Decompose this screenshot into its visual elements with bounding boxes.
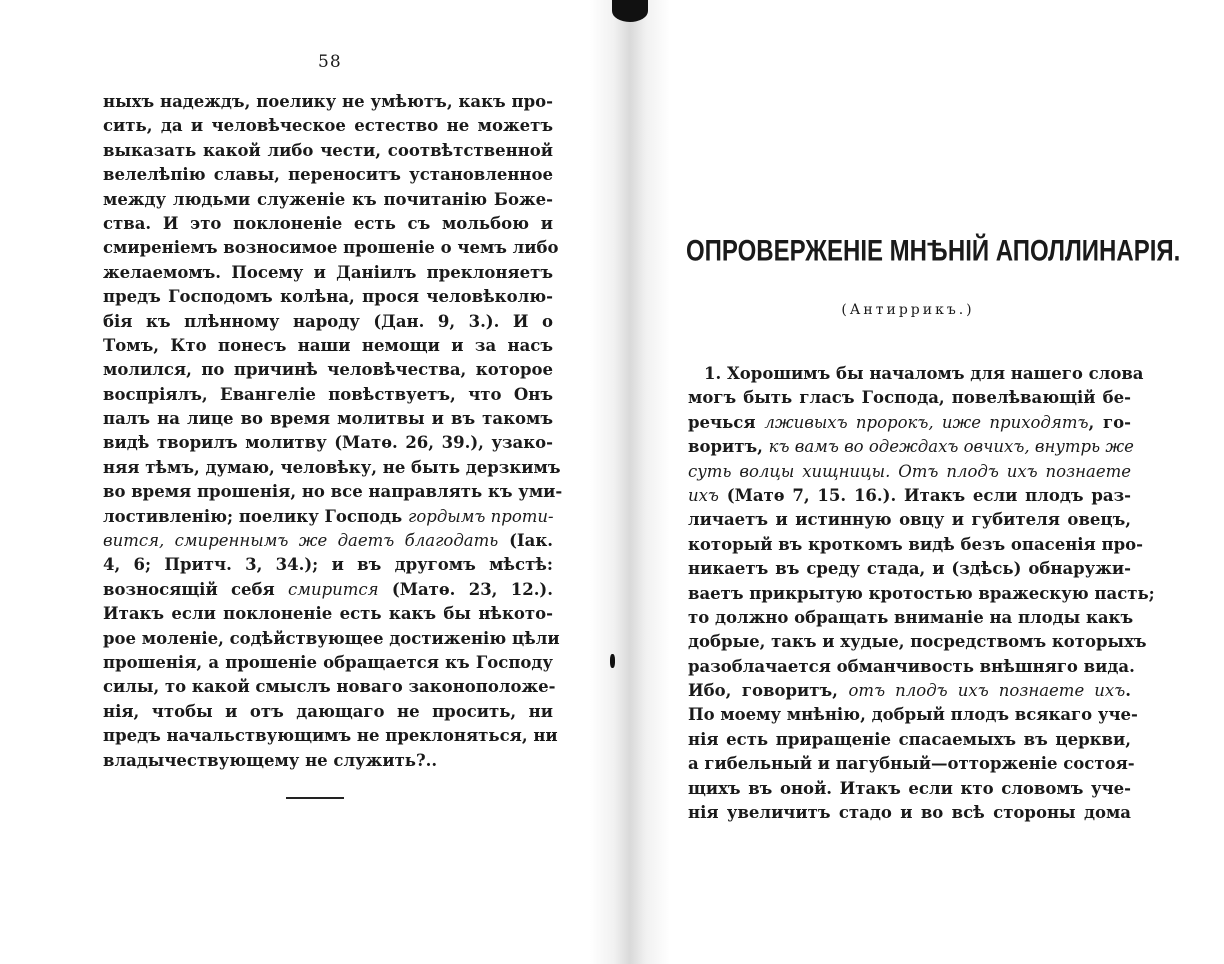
text-line: предъ Господомъ колѣна, прося человѣколю- bbox=[103, 287, 553, 307]
text-line: Ибо, говоритъ, отъ плодъ ихъ познаете ихъ. bbox=[688, 681, 1131, 701]
text-line: По моему мнѣнію, добрый плодъ всякаго уче- bbox=[688, 705, 1138, 725]
text-line: выказать какой либо чести, соотвѣтственной bbox=[103, 140, 553, 160]
text-line: сить, да и человѣческое естество не можетъ bbox=[103, 116, 553, 136]
text-line: смиреніемъ возносимое прошеніе о чемъ либо bbox=[103, 238, 559, 258]
text-line: вится, смиреннымъ же даетъ благодать (Іак. bbox=[103, 531, 553, 551]
text-line: личаетъ и истинную овцу и губителя овецъ, bbox=[688, 510, 1131, 530]
text-line: прошенія, а прошеніе обращается къ Господу bbox=[103, 652, 553, 672]
text-line: разоблачается обманчивость внѣшняго вида. bbox=[688, 656, 1135, 676]
text-line: который въ кроткомъ видѣ безъ опасенія про- bbox=[688, 534, 1143, 554]
text-line: видѣ творилъ молитву (Матѳ. 26, 39.), узако- bbox=[103, 433, 553, 453]
text-line: желаемомъ. Посему и Даніилъ преклоняетъ bbox=[103, 262, 553, 282]
text-line: воспріялъ, Евангеліе повѣствуетъ, что Онъ bbox=[103, 384, 553, 404]
page-number: 58 bbox=[318, 52, 342, 72]
left-page-text bbox=[103, 90, 563, 773]
text-line: между людьми служеніе къ почитанію Боже- bbox=[103, 189, 553, 209]
text-line: Томъ, Кто понесъ наши немощи и за насъ bbox=[103, 335, 553, 355]
text-line: силы, то какой смыслъ новаго законоположе- bbox=[103, 677, 556, 697]
text-line: молился, по причинѣ человѣчества, которое bbox=[103, 360, 553, 380]
chapter-title: ОПРОВЕРЖЕНІЕ МНѢНІЙ АПОЛЛИНАРІЯ. bbox=[686, 234, 1181, 268]
text-line: 1. Хорошимъ бы началомъ для нашего слова bbox=[704, 364, 1144, 383]
text-line: нія есть приращеніе спасаемыхъ въ церкви, bbox=[688, 729, 1131, 749]
chapter-subtitle: (Антиррикъ.) bbox=[841, 302, 975, 318]
text-line: суть волцы хищницы. Отъ плодъ ихъ познаете bbox=[688, 461, 1131, 481]
text-line: Итакъ если поклоненіе есть какъ бы нѣкото- bbox=[103, 604, 553, 624]
text-line: владычествующему не служить?.. bbox=[103, 750, 438, 770]
text-line: никаетъ въ среду стада, и (здѣсь) обнаружи- bbox=[688, 559, 1131, 579]
text-line: ства. И это поклоненіе есть съ мольбою и bbox=[103, 213, 553, 233]
text-line: няя тѣмъ, думаю, человѣку, не быть дерзкимъ bbox=[103, 457, 561, 477]
text-line: бія къ плѣнному народу (Дан. 9, 3.). И о bbox=[103, 311, 553, 331]
text-line: щихъ въ оной. Итакъ если кто словомъ уче- bbox=[688, 778, 1131, 798]
text-line: рое моленіе, содѣйствующее достиженію цѣли bbox=[103, 628, 560, 648]
text-line: а гибельный и пагубный—отторженіе состоя- bbox=[688, 754, 1135, 774]
text-line: то должно обращать вниманіе на плоды какъ bbox=[688, 607, 1134, 627]
gutter-shadow bbox=[612, 0, 648, 22]
text-line: предъ начальствующимъ не преклоняться, ни bbox=[103, 726, 558, 746]
text-line: ихъ (Матѳ 7, 15. 16.). Итакъ если плодъ раз- bbox=[688, 485, 1131, 505]
text-line: возносящій себя смирится (Матѳ. 23, 12.). bbox=[103, 579, 553, 599]
text-line: речься лживыхъ пророкъ, иже приходятъ, го- bbox=[688, 412, 1131, 432]
text-line: велелѣпію славы, переноситъ установленное bbox=[103, 165, 553, 185]
text-line: воритъ, къ вамъ во одеждахъ овчихъ, внутрь же bbox=[688, 437, 1134, 457]
text-line: 4, 6; Притч. 3, 34.); и въ другомъ мѣстѣ: bbox=[103, 555, 553, 575]
right-page-text bbox=[688, 362, 1155, 825]
text-line: ваетъ прикрытую кротостью вражескую пасть; bbox=[688, 583, 1155, 603]
text-line: ныхъ надеждъ, поелику не умѣютъ, какъ про- bbox=[103, 92, 553, 111]
section-end-rule bbox=[286, 797, 344, 799]
text-line: нія, чтобы и отъ дающаго не просить, ни bbox=[103, 701, 553, 721]
text-line: могъ быть гласъ Господа, повелѣвающій бе- bbox=[688, 388, 1131, 408]
text-line: палъ на лице во время молитвы и въ такомъ bbox=[103, 409, 553, 429]
book-gutter bbox=[590, 0, 670, 964]
text-line: во время прошенія, но все направлять къ уми- bbox=[103, 482, 563, 502]
text-line: нія увеличитъ стадо и во всѣ стороны дома bbox=[688, 803, 1131, 823]
text-line: лостивленію; поелику Господь гордымъ проти- bbox=[103, 506, 554, 526]
ink-speck bbox=[610, 654, 615, 668]
text-line: добрые, такъ и худые, посредствомъ которыхъ bbox=[688, 632, 1147, 652]
